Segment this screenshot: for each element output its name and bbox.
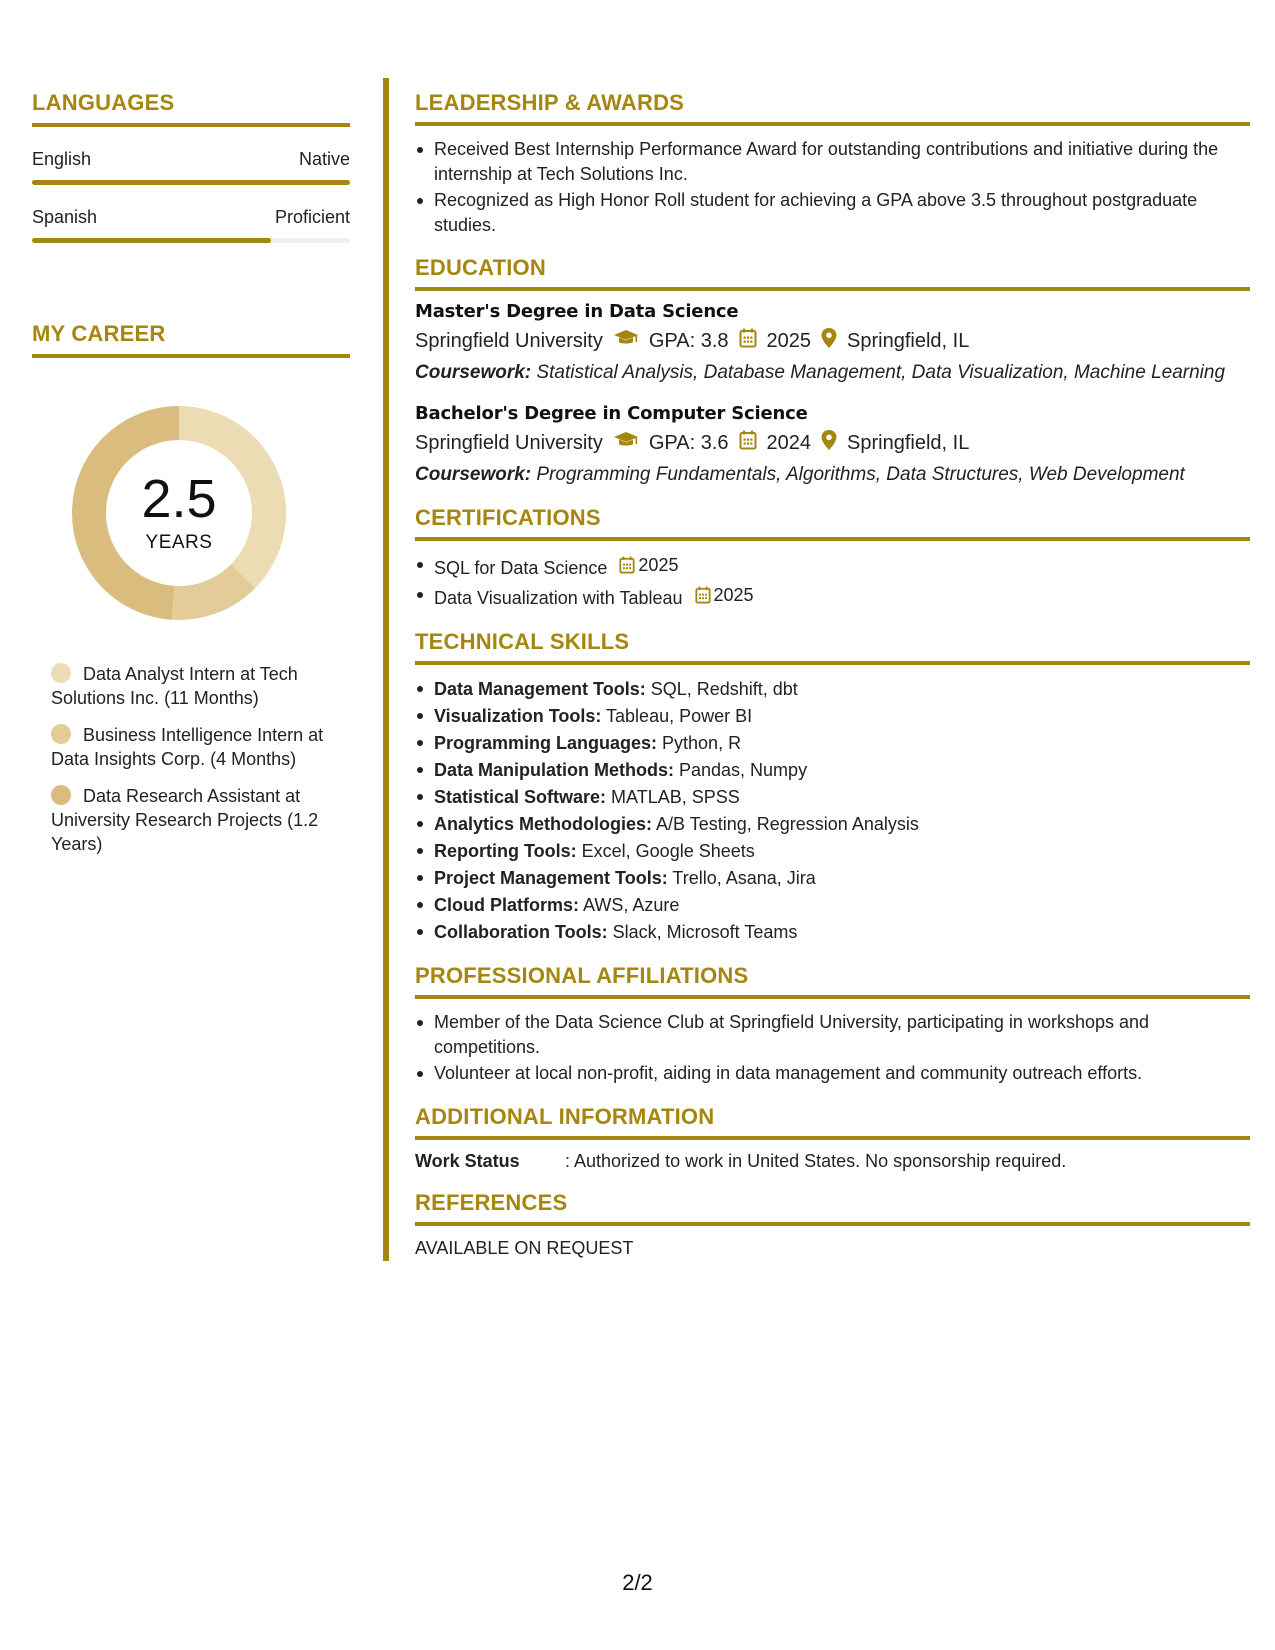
career-legend-label: Data Analyst Intern at Tech Solutions Inc. (11 Months)	[51, 664, 298, 708]
work-status-value: : Authorized to work in United States. No sponsorship required.	[565, 1150, 1067, 1171]
section-rule	[32, 123, 350, 127]
section-title: PROFESSIONAL AFFILIATIONS	[415, 963, 749, 988]
section-rule	[415, 661, 1250, 665]
skill-value: AWS, Azure	[579, 895, 680, 915]
skill-label: Project Management Tools:	[434, 868, 668, 888]
skill-label: Data Manipulation Methods:	[434, 760, 674, 780]
language-level: Proficient	[274, 207, 350, 227]
skill-label: Visualization Tools:	[434, 706, 602, 726]
coursework-label: Coursework:	[415, 464, 532, 485]
career-legend-item	[51, 662, 341, 710]
skills-section	[415, 629, 1250, 945]
section-title: CERTIFICATIONS	[415, 505, 601, 530]
gpa-value: GPA: 3.8	[648, 329, 729, 352]
graduation-year: 2024	[766, 431, 812, 454]
left-column	[32, 90, 350, 869]
work-status-label: Work Status	[415, 1150, 520, 1171]
references-text: AVAILABLE ON REQUEST	[415, 1237, 634, 1258]
skill-value: MATLAB, SPSS	[606, 787, 740, 807]
list-item	[415, 582, 1250, 611]
career-legend-item	[51, 723, 341, 771]
page-number: 2/2	[622, 1570, 653, 1595]
calendar-icon	[619, 556, 635, 574]
skill-value: Excel, Google Sheets	[576, 841, 755, 861]
skill-value: Tableau, Power BI	[601, 706, 753, 726]
career-total-unit: YEARS	[145, 532, 213, 553]
certification-name: SQL for Data Science	[434, 558, 608, 578]
section-rule	[32, 354, 350, 358]
language-name: Spanish	[32, 207, 98, 227]
section-rule	[415, 1222, 1250, 1226]
section-title: LEADERSHIP & AWARDS	[415, 90, 685, 115]
language-item	[32, 149, 350, 185]
coursework-list: Statistical Analysis, Database Management, Data Visualization, Machine Learning	[531, 362, 1226, 383]
career-legend-label: Data Research Assistant at University Research Projects (1.2 Years)	[51, 786, 319, 854]
list-item	[415, 757, 1250, 783]
career-donut-chart	[66, 400, 292, 626]
legend-dot	[51, 663, 71, 683]
section-title: EDUCATION	[415, 255, 546, 280]
career-legend-item	[51, 784, 341, 856]
language-bar	[32, 180, 350, 185]
career-total-value: 2.5	[141, 469, 217, 529]
calendar-icon	[695, 586, 711, 604]
location-pin-icon	[821, 328, 837, 354]
list-item	[415, 703, 1250, 729]
list-item	[415, 919, 1250, 945]
additional-info-section	[415, 1104, 1250, 1172]
language-bar-fill	[32, 238, 271, 243]
section-title: LANGUAGES	[32, 90, 175, 115]
references-section	[415, 1190, 1250, 1259]
school-name: Springfield University	[415, 329, 603, 352]
calendar-icon	[739, 430, 757, 456]
section-title: ADDITIONAL INFORMATION	[415, 1103, 715, 1129]
skill-label: Data Management Tools:	[434, 679, 646, 699]
skill-label: Statistical Software:	[434, 787, 607, 807]
certification-name: Data Visualization with Tableau	[434, 588, 683, 608]
skill-label: Programming Languages:	[434, 733, 658, 753]
coursework	[415, 462, 1250, 487]
section-rule	[415, 287, 1250, 291]
skill-label: Collaboration Tools:	[434, 922, 608, 942]
skill-value: Trello, Asana, Jira	[667, 868, 816, 888]
certifications-section	[415, 505, 1250, 611]
list-item: Recognized as High Honor Roll student for achieving a GPA above 3.5 throughout postgraduate studies.	[415, 188, 1250, 237]
section-title: TECHNICAL SKILLS	[415, 629, 630, 654]
list-item	[415, 784, 1250, 810]
gpa-value: GPA: 3.6	[648, 431, 729, 454]
list-item	[415, 838, 1250, 864]
list-item: Member of the Data Science Club at Springfield University, participating in workshops and competitions.	[415, 1010, 1250, 1059]
section-rule	[415, 995, 1250, 999]
location-pin-icon	[821, 430, 837, 456]
certification-year: 2025	[713, 585, 754, 605]
coursework	[415, 360, 1250, 385]
education-section	[415, 255, 1250, 487]
section-rule	[415, 122, 1250, 126]
list-item	[415, 811, 1250, 837]
list-item: Volunteer at local non-profit, aiding in data management and community outreach efforts.	[415, 1061, 1250, 1086]
list-item	[415, 892, 1250, 918]
school-location: Springfield, IL	[847, 329, 970, 352]
column-divider	[383, 78, 389, 1261]
list-item	[415, 730, 1250, 756]
languages-section	[32, 90, 350, 243]
skill-value: A/B Testing, Regression Analysis	[652, 814, 919, 834]
career-legend	[51, 662, 341, 856]
list-item	[415, 865, 1250, 891]
certification-year: 2025	[638, 555, 679, 575]
list-item: Received Best Internship Performance Award for outstanding contributions and initiative during the internship at Tech Solutions Inc.	[415, 137, 1250, 186]
language-bar	[32, 238, 350, 243]
career-section	[32, 321, 350, 856]
leadership-section	[415, 90, 1250, 237]
degree-title: Bachelor's Degree in Computer Science	[415, 403, 808, 424]
calendar-icon	[739, 328, 757, 354]
coursework-label: Coursework:	[415, 362, 532, 383]
graduation-cap-icon	[613, 329, 639, 353]
section-title: REFERENCES	[415, 1189, 568, 1215]
language-bar-fill	[32, 180, 350, 185]
section-rule	[415, 1136, 1250, 1140]
education-entry	[415, 403, 1250, 487]
list-item	[415, 676, 1250, 702]
legend-dot	[51, 785, 71, 805]
skill-value: Pandas, Numpy	[674, 760, 808, 780]
skill-label: Analytics Methodologies:	[434, 814, 653, 834]
graduation-year: 2025	[766, 329, 812, 352]
graduation-cap-icon	[613, 431, 639, 455]
career-legend-label: Business Intelligence Intern at Data Insights Corp. (4 Months)	[51, 725, 324, 769]
language-level: Native	[298, 149, 350, 169]
list-item	[415, 552, 1250, 581]
education-entry	[415, 301, 1250, 385]
section-rule	[415, 537, 1250, 541]
skill-value: Python, R	[657, 733, 742, 753]
degree-title: Master's Degree in Data Science	[415, 301, 739, 322]
school-name: Springfield University	[415, 431, 603, 454]
skill-value: Slack, Microsoft Teams	[607, 922, 798, 942]
language-name: English	[32, 149, 92, 169]
language-item	[32, 207, 350, 243]
skill-label: Reporting Tools:	[434, 841, 577, 861]
skill-label: Cloud Platforms:	[434, 895, 580, 915]
affiliations-section	[415, 963, 1250, 1086]
legend-dot	[51, 724, 71, 744]
coursework-list: Programming Fundamentals, Algorithms, Data Structures, Web Development	[531, 464, 1185, 485]
section-title: MY CAREER	[32, 321, 166, 346]
school-location: Springfield, IL	[847, 431, 970, 454]
skill-value: SQL, Redshift, dbt	[645, 679, 798, 699]
right-column	[415, 90, 1250, 1277]
